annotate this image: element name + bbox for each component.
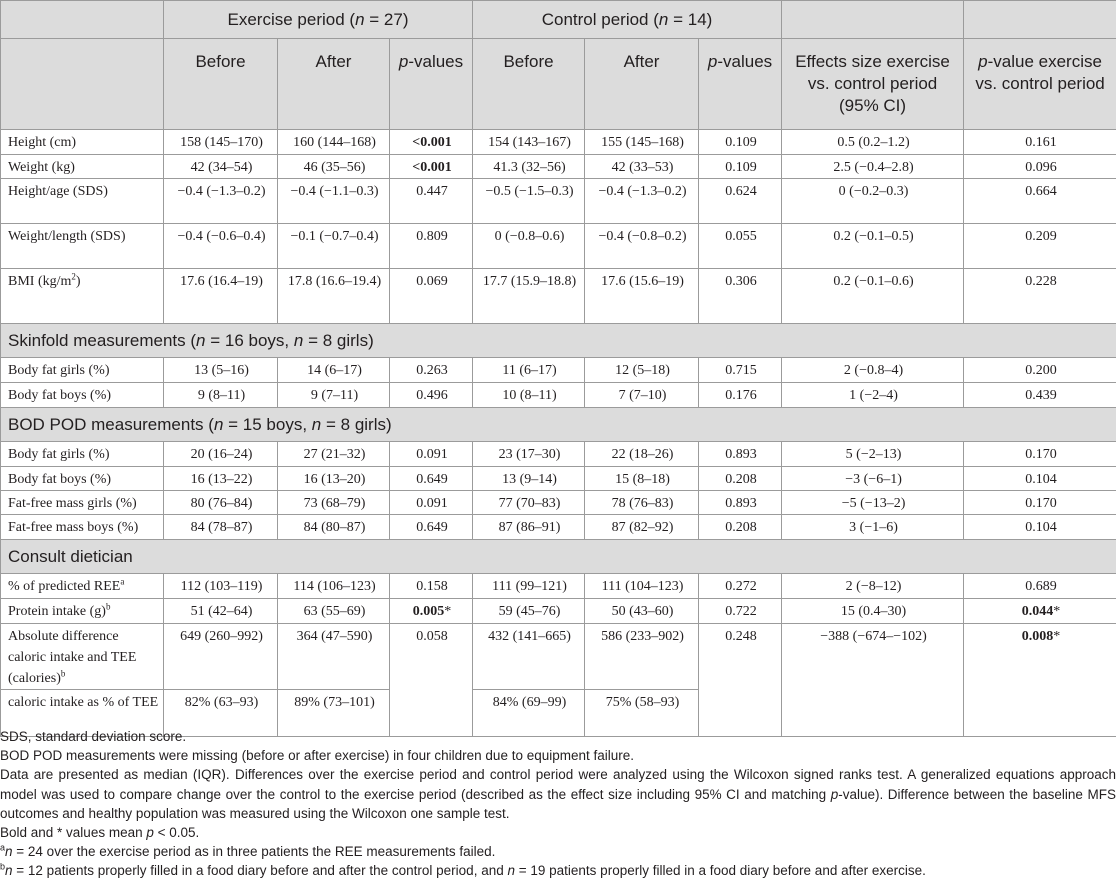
footnote-b: $^b$n = 12 patients properly filled in a food diary before and after the control period, and n = 19 patients properly filled in a food diary before and after exercise.	[0, 861, 926, 879]
section-title: BOD POD measurements (n = 15 boys, n = 8 girls)	[1, 408, 1116, 442]
header-empty-cell	[1, 1, 164, 39]
cell-pvalue: 0.208	[699, 467, 782, 491]
cell-pvalue: 0.306	[699, 269, 782, 324]
cell-value: 14 (6–17)	[278, 358, 390, 383]
footnote: Bold and * values mean p < 0.05.	[0, 825, 200, 841]
cell-value: 13 (9–14)	[473, 467, 585, 491]
cell-value: 73 (68–79)	[278, 491, 390, 515]
cell-value: −0.4 (−1.3–0.2)	[585, 179, 699, 224]
cell-pvalue: 0.649	[390, 515, 473, 540]
cell-effect-size: −388 (−674–−102)	[782, 624, 964, 737]
header-row-columns	[1, 39, 1116, 130]
section-title: Skinfold measurements (n = 16 boys, n = 8 girls)	[1, 324, 1116, 358]
cell-pvalue: 0.272	[699, 574, 782, 599]
cell-value: −0.1 (−0.7–0.4)	[278, 224, 390, 269]
cell-value: 0 (−0.8–0.6)	[473, 224, 585, 269]
cell-effect-size: 0.2 (−0.1–0.6)	[782, 269, 964, 324]
cell-value: 51 (42–64)	[164, 599, 278, 624]
cell-pvalue: 0.104	[964, 467, 1116, 491]
cell-pvalue: 0.722	[699, 599, 782, 624]
cell-pvalue: 0.005*	[390, 599, 473, 624]
cell-value: 11 (6–17)	[473, 358, 585, 383]
cell-value: 17.6 (16.4–19)	[164, 269, 278, 324]
section-header-skinfold	[1, 324, 1116, 358]
header-row-periods	[1, 1, 1116, 39]
table-row	[1, 130, 1116, 155]
cell-value: −0.4 (−1.3–0.2)	[164, 179, 278, 224]
footnote: Data are presented as median (IQR). Differences over the exercise period and control period were analyzed using the Wilcoxon signed ranks test. A generalized equations approach model was used to compare change over the control to the exercise period (described as the effect size including 95% CI and matching p-value). Difference between the baseline MFS outcomes and healthy population was measured using the Wilcoxon one sample test.	[0, 767, 1116, 821]
cell-pvalue: 0.893	[699, 442, 782, 467]
cell-value: 84 (80–87)	[278, 515, 390, 540]
row-label: BMI $(kg/m^2)$	[1, 269, 164, 324]
row-label: Weight/length (SDS)	[1, 224, 164, 269]
table-row	[1, 624, 1116, 690]
cell-pvalue: 0.109	[699, 130, 782, 155]
cell-pvalue: 0.069	[390, 269, 473, 324]
cell-value: 84 (78–87)	[164, 515, 278, 540]
cell-value: 23 (17–30)	[473, 442, 585, 467]
header-after: After	[278, 39, 390, 130]
table-row	[1, 467, 1116, 491]
header-pvalue-exercise-vs-control: p-value exercise vs. control period	[964, 39, 1116, 130]
row-label: Body fat boys (%)	[1, 383, 164, 408]
cell-value: 42 (34–54)	[164, 155, 278, 179]
cell-effect-size: 2 (−0.8–4)	[782, 358, 964, 383]
cell-value: 78 (76–83)	[585, 491, 699, 515]
row-label: Absolute difference caloric intake and TEE (calories)$^b$	[1, 624, 164, 690]
cell-value: 27 (21–32)	[278, 442, 390, 467]
cell-value: −0.4 (−0.8–0.2)	[585, 224, 699, 269]
table-row	[1, 515, 1116, 540]
table-row	[1, 155, 1116, 179]
row-label: Body fat girls (%)	[1, 358, 164, 383]
header-before: Before	[473, 39, 585, 130]
cell-pvalue: 0.263	[390, 358, 473, 383]
cell-value: 77 (70–83)	[473, 491, 585, 515]
row-label: Fat-free mass boys (%)	[1, 515, 164, 540]
cell-value: 41.3 (32–56)	[473, 155, 585, 179]
table-row	[1, 491, 1116, 515]
header-empty-cell	[1, 39, 164, 130]
cell-value: 160 (144–168)	[278, 130, 390, 155]
row-label: Body fat boys (%)	[1, 467, 164, 491]
cell-value: 154 (143–167)	[473, 130, 585, 155]
cell-pvalue: 0.161	[964, 130, 1116, 155]
cell-effect-size: −3 (−6–1)	[782, 467, 964, 491]
cell-pvalue: 0.893	[699, 491, 782, 515]
cell-value: 17.8 (16.6–19.4)	[278, 269, 390, 324]
cell-pvalue: 0.248	[699, 624, 782, 737]
cell-value: 42 (33–53)	[585, 155, 699, 179]
cell-pvalue: 0.109	[699, 155, 782, 179]
table-row	[1, 383, 1116, 408]
cell-value: 75% (58–93)	[585, 690, 699, 737]
cell-pvalue: 0.104	[964, 515, 1116, 540]
cell-pvalue: 0.649	[390, 467, 473, 491]
cell-effect-size: 15 (0.4–30)	[782, 599, 964, 624]
cell-pvalue: 0.170	[964, 491, 1116, 515]
cell-value: 16 (13–22)	[164, 467, 278, 491]
table-row	[1, 574, 1116, 599]
cell-pvalue: 0.209	[964, 224, 1116, 269]
row-label: Fat-free mass girls (%)	[1, 491, 164, 515]
cell-effect-size: 2.5 (−0.4–2.8)	[782, 155, 964, 179]
cell-value: 114 (106–123)	[278, 574, 390, 599]
cell-value: 17.7 (15.9–18.8)	[473, 269, 585, 324]
row-label: caloric intake as % of TEE	[1, 690, 164, 737]
section-title: Consult dietician	[1, 540, 1116, 574]
header-empty-cell	[782, 1, 964, 39]
table-row	[1, 442, 1116, 467]
cell-value: 649 (260–992)	[164, 624, 278, 690]
cell-value: 87 (82–92)	[585, 515, 699, 540]
cell-value: 63 (55–69)	[278, 599, 390, 624]
table-row	[1, 269, 1116, 324]
cell-pvalue: 0.809	[390, 224, 473, 269]
cell-pvalue: 0.689	[964, 574, 1116, 599]
cell-pvalue: <0.001	[390, 155, 473, 179]
cell-value: 432 (141–665)	[473, 624, 585, 690]
cell-pvalue: 0.170	[964, 442, 1116, 467]
cell-value: 80 (76–84)	[164, 491, 278, 515]
header-before: Before	[164, 39, 278, 130]
cell-value: 82% (63–93)	[164, 690, 278, 737]
footnote-a: $^a$n = 24 over the exercise period as in three patients the REE measurements failed.	[0, 842, 496, 860]
cell-value: 84% (69–99)	[473, 690, 585, 737]
header-control-period: Control period (n = 14)	[473, 1, 782, 39]
cell-pvalue: 0.624	[699, 179, 782, 224]
cell-pvalue: 0.176	[699, 383, 782, 408]
cell-pvalue: 0.208	[699, 515, 782, 540]
table-row	[1, 179, 1116, 224]
cell-effect-size: 0.2 (−0.1–0.5)	[782, 224, 964, 269]
cell-pvalue: 0.055	[699, 224, 782, 269]
header-pvalues: p-values	[390, 39, 473, 130]
cell-pvalue: 0.044*	[964, 599, 1116, 624]
table-row	[1, 599, 1116, 624]
cell-value: 10 (8–11)	[473, 383, 585, 408]
row-label: Weight (kg)	[1, 155, 164, 179]
cell-value: 155 (145–168)	[585, 130, 699, 155]
section-header-bodpod	[1, 408, 1116, 442]
cell-pvalue: 0.447	[390, 179, 473, 224]
cell-pvalue: <0.001	[390, 130, 473, 155]
row-label: Height (cm)	[1, 130, 164, 155]
cell-pvalue: 0.058	[390, 624, 473, 737]
header-pvalues: p-values	[699, 39, 782, 130]
cell-pvalue: 0.200	[964, 358, 1116, 383]
cell-effect-size: 0.5 (0.2–1.2)	[782, 130, 964, 155]
cell-value: 364 (47–590)	[278, 624, 390, 690]
cell-value: 46 (35–56)	[278, 155, 390, 179]
cell-effect-size: 2 (−8–12)	[782, 574, 964, 599]
table-row	[1, 224, 1116, 269]
cell-value: 158 (145–170)	[164, 130, 278, 155]
section-header-dietician	[1, 540, 1116, 574]
cell-pvalue: 0.439	[964, 383, 1116, 408]
cell-pvalue: 0.496	[390, 383, 473, 408]
cell-effect-size: 0 (−0.2–0.3)	[782, 179, 964, 224]
cell-value: 111 (99–121)	[473, 574, 585, 599]
cell-value: 13 (5–16)	[164, 358, 278, 383]
header-effect-size: Effects size exercise vs. control period (95% CI)	[782, 39, 964, 130]
table-row	[1, 358, 1116, 383]
cell-value: 12 (5–18)	[585, 358, 699, 383]
cell-value: 59 (45–76)	[473, 599, 585, 624]
cell-pvalue: 0.664	[964, 179, 1116, 224]
cell-value: 22 (18–26)	[585, 442, 699, 467]
footnote: BOD POD measurements were missing (before or after exercise) in four children due to equipment failure.	[0, 748, 635, 764]
cell-pvalue: 0.715	[699, 358, 782, 383]
row-label: Protein intake $(g)^b$	[1, 599, 164, 624]
cell-value: 586 (233–902)	[585, 624, 699, 690]
cell-value: 16 (13–20)	[278, 467, 390, 491]
cell-pvalue: 0.008*	[964, 624, 1116, 737]
cell-value: 17.6 (15.6–19)	[585, 269, 699, 324]
row-label: Height/age (SDS)	[1, 179, 164, 224]
cell-effect-size: 1 (−2–4)	[782, 383, 964, 408]
header-after: After	[585, 39, 699, 130]
cell-value: 15 (8–18)	[585, 467, 699, 491]
table-footnotes	[0, 727, 1116, 881]
cell-value: 9 (7–11)	[278, 383, 390, 408]
cell-value: 20 (16–24)	[164, 442, 278, 467]
cell-pvalue: 0.091	[390, 491, 473, 515]
cell-effect-size: −5 (−13–2)	[782, 491, 964, 515]
cell-pvalue: 0.096	[964, 155, 1116, 179]
cell-effect-size: 3 (−1–6)	[782, 515, 964, 540]
cell-value: 89% (73–101)	[278, 690, 390, 737]
footnote: SDS, standard deviation score.	[0, 729, 187, 744]
cell-pvalue: 0.228	[964, 269, 1116, 324]
cell-value: 7 (7–10)	[585, 383, 699, 408]
cell-value: 112 (103–119)	[164, 574, 278, 599]
cell-pvalue: 0.091	[390, 442, 473, 467]
header-empty-cell	[964, 1, 1116, 39]
row-label: % of predicted REE$^a$	[1, 574, 164, 599]
cell-value: −0.4 (−0.6–0.4)	[164, 224, 278, 269]
cell-value: 9 (8–11)	[164, 383, 278, 408]
cell-value: 87 (86–91)	[473, 515, 585, 540]
row-label: Body fat girls (%)	[1, 442, 164, 467]
header-exercise-period: Exercise period (n = 27)	[164, 1, 473, 39]
cell-value: 50 (43–60)	[585, 599, 699, 624]
cell-value: −0.5 (−1.5–0.3)	[473, 179, 585, 224]
cell-value: 111 (104–123)	[585, 574, 699, 599]
cell-pvalue: 0.158	[390, 574, 473, 599]
cell-effect-size: 5 (−2–13)	[782, 442, 964, 467]
cell-value: −0.4 (−1.1–0.3)	[278, 179, 390, 224]
